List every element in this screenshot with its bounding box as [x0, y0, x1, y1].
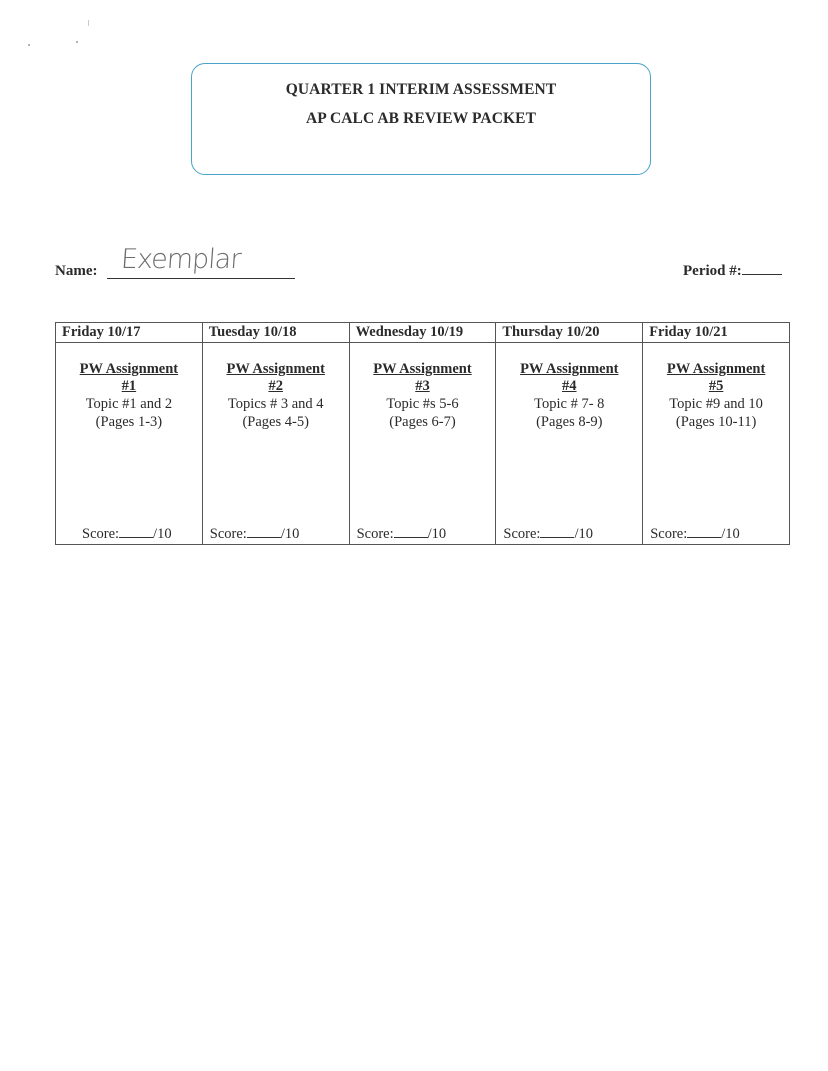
name-underline[interactable] — [107, 278, 295, 279]
assignment-cell — [202, 343, 349, 545]
assignment-topic: Topic # 7- 8 — [534, 396, 605, 412]
name-handwritten-value: Exemplar — [119, 244, 242, 275]
assignment-pages: (Pages 1-3) — [95, 414, 163, 430]
period-label: Period #: — [683, 263, 742, 279]
score-label: Score: — [503, 526, 541, 542]
assignment-number: #4 — [562, 378, 577, 394]
assignment-schedule-table — [55, 322, 790, 545]
score-max: /10 — [153, 526, 172, 542]
document-title: QUARTER 1 INTERIM ASSESSMENT — [285, 81, 557, 98]
assignment-title: PW Assignment — [666, 361, 766, 377]
name-label: Name: — [55, 263, 98, 279]
score-label: Score: — [650, 526, 688, 542]
score-label: Score: — [82, 526, 120, 542]
score-field — [350, 526, 496, 543]
period-blank[interactable] — [742, 262, 782, 275]
assignment-number: #5 — [708, 378, 724, 394]
assignment-pages: (Pages 4-5) — [242, 414, 309, 430]
column-header-day: Wednesday 10/19 — [349, 323, 496, 343]
assignment-title: PW Assignment — [79, 361, 179, 377]
assignment-cell — [56, 343, 203, 545]
column-header-day: Friday 10/21 — [643, 323, 790, 343]
score-blank[interactable] — [394, 526, 428, 538]
score-max: /10 — [574, 526, 593, 542]
assignment-pages: (Pages 10-11) — [675, 414, 757, 430]
document-subtitle: AP CALC AB REVIEW PACKET — [305, 110, 537, 127]
score-max: /10 — [427, 526, 447, 542]
assignment-number: #1 — [121, 378, 137, 394]
score-label: Score: — [356, 526, 394, 542]
assignment-cell — [349, 343, 496, 545]
column-header-day: Thursday 10/20 — [496, 323, 643, 343]
assignment-topic: Topic #s 5-6 — [386, 396, 459, 412]
assignment-topic: Topics # 3 and 4 — [227, 396, 324, 412]
assignment-cell — [496, 343, 643, 545]
table-header-row — [56, 323, 790, 343]
score-label: Score: — [209, 526, 247, 542]
column-header-day: Friday 10/17 — [56, 323, 203, 343]
column-header-day: Tuesday 10/18 — [202, 323, 349, 343]
scan-speck — [76, 41, 78, 43]
assignment-cell — [643, 343, 790, 545]
assignment-pages: (Pages 6-7) — [389, 414, 456, 430]
assignment-title: PW Assignment — [373, 361, 472, 377]
assignment-title: PW Assignment — [226, 361, 325, 377]
scan-speck — [88, 20, 89, 26]
title-box — [191, 63, 651, 175]
assignment-topic: Topic #1 and 2 — [85, 396, 173, 412]
score-field — [643, 526, 789, 543]
name-field — [55, 244, 315, 284]
score-field — [496, 526, 642, 543]
period-field — [683, 262, 793, 282]
score-blank[interactable] — [119, 526, 153, 538]
table-row — [56, 343, 790, 545]
score-blank[interactable] — [687, 526, 721, 538]
score-max: /10 — [721, 526, 740, 542]
score-field — [203, 526, 349, 543]
score-blank[interactable] — [540, 526, 574, 538]
score-max: /10 — [280, 526, 300, 542]
assignment-number: #2 — [268, 378, 283, 394]
assignment-number: #3 — [415, 378, 430, 394]
assignment-topic: Topic #9 and 10 — [669, 396, 763, 412]
assignment-pages: (Pages 8-9) — [536, 414, 603, 430]
score-field — [56, 526, 202, 543]
assignment-title: PW Assignment — [520, 361, 619, 377]
scan-speck — [28, 44, 30, 46]
score-blank[interactable] — [247, 526, 281, 538]
